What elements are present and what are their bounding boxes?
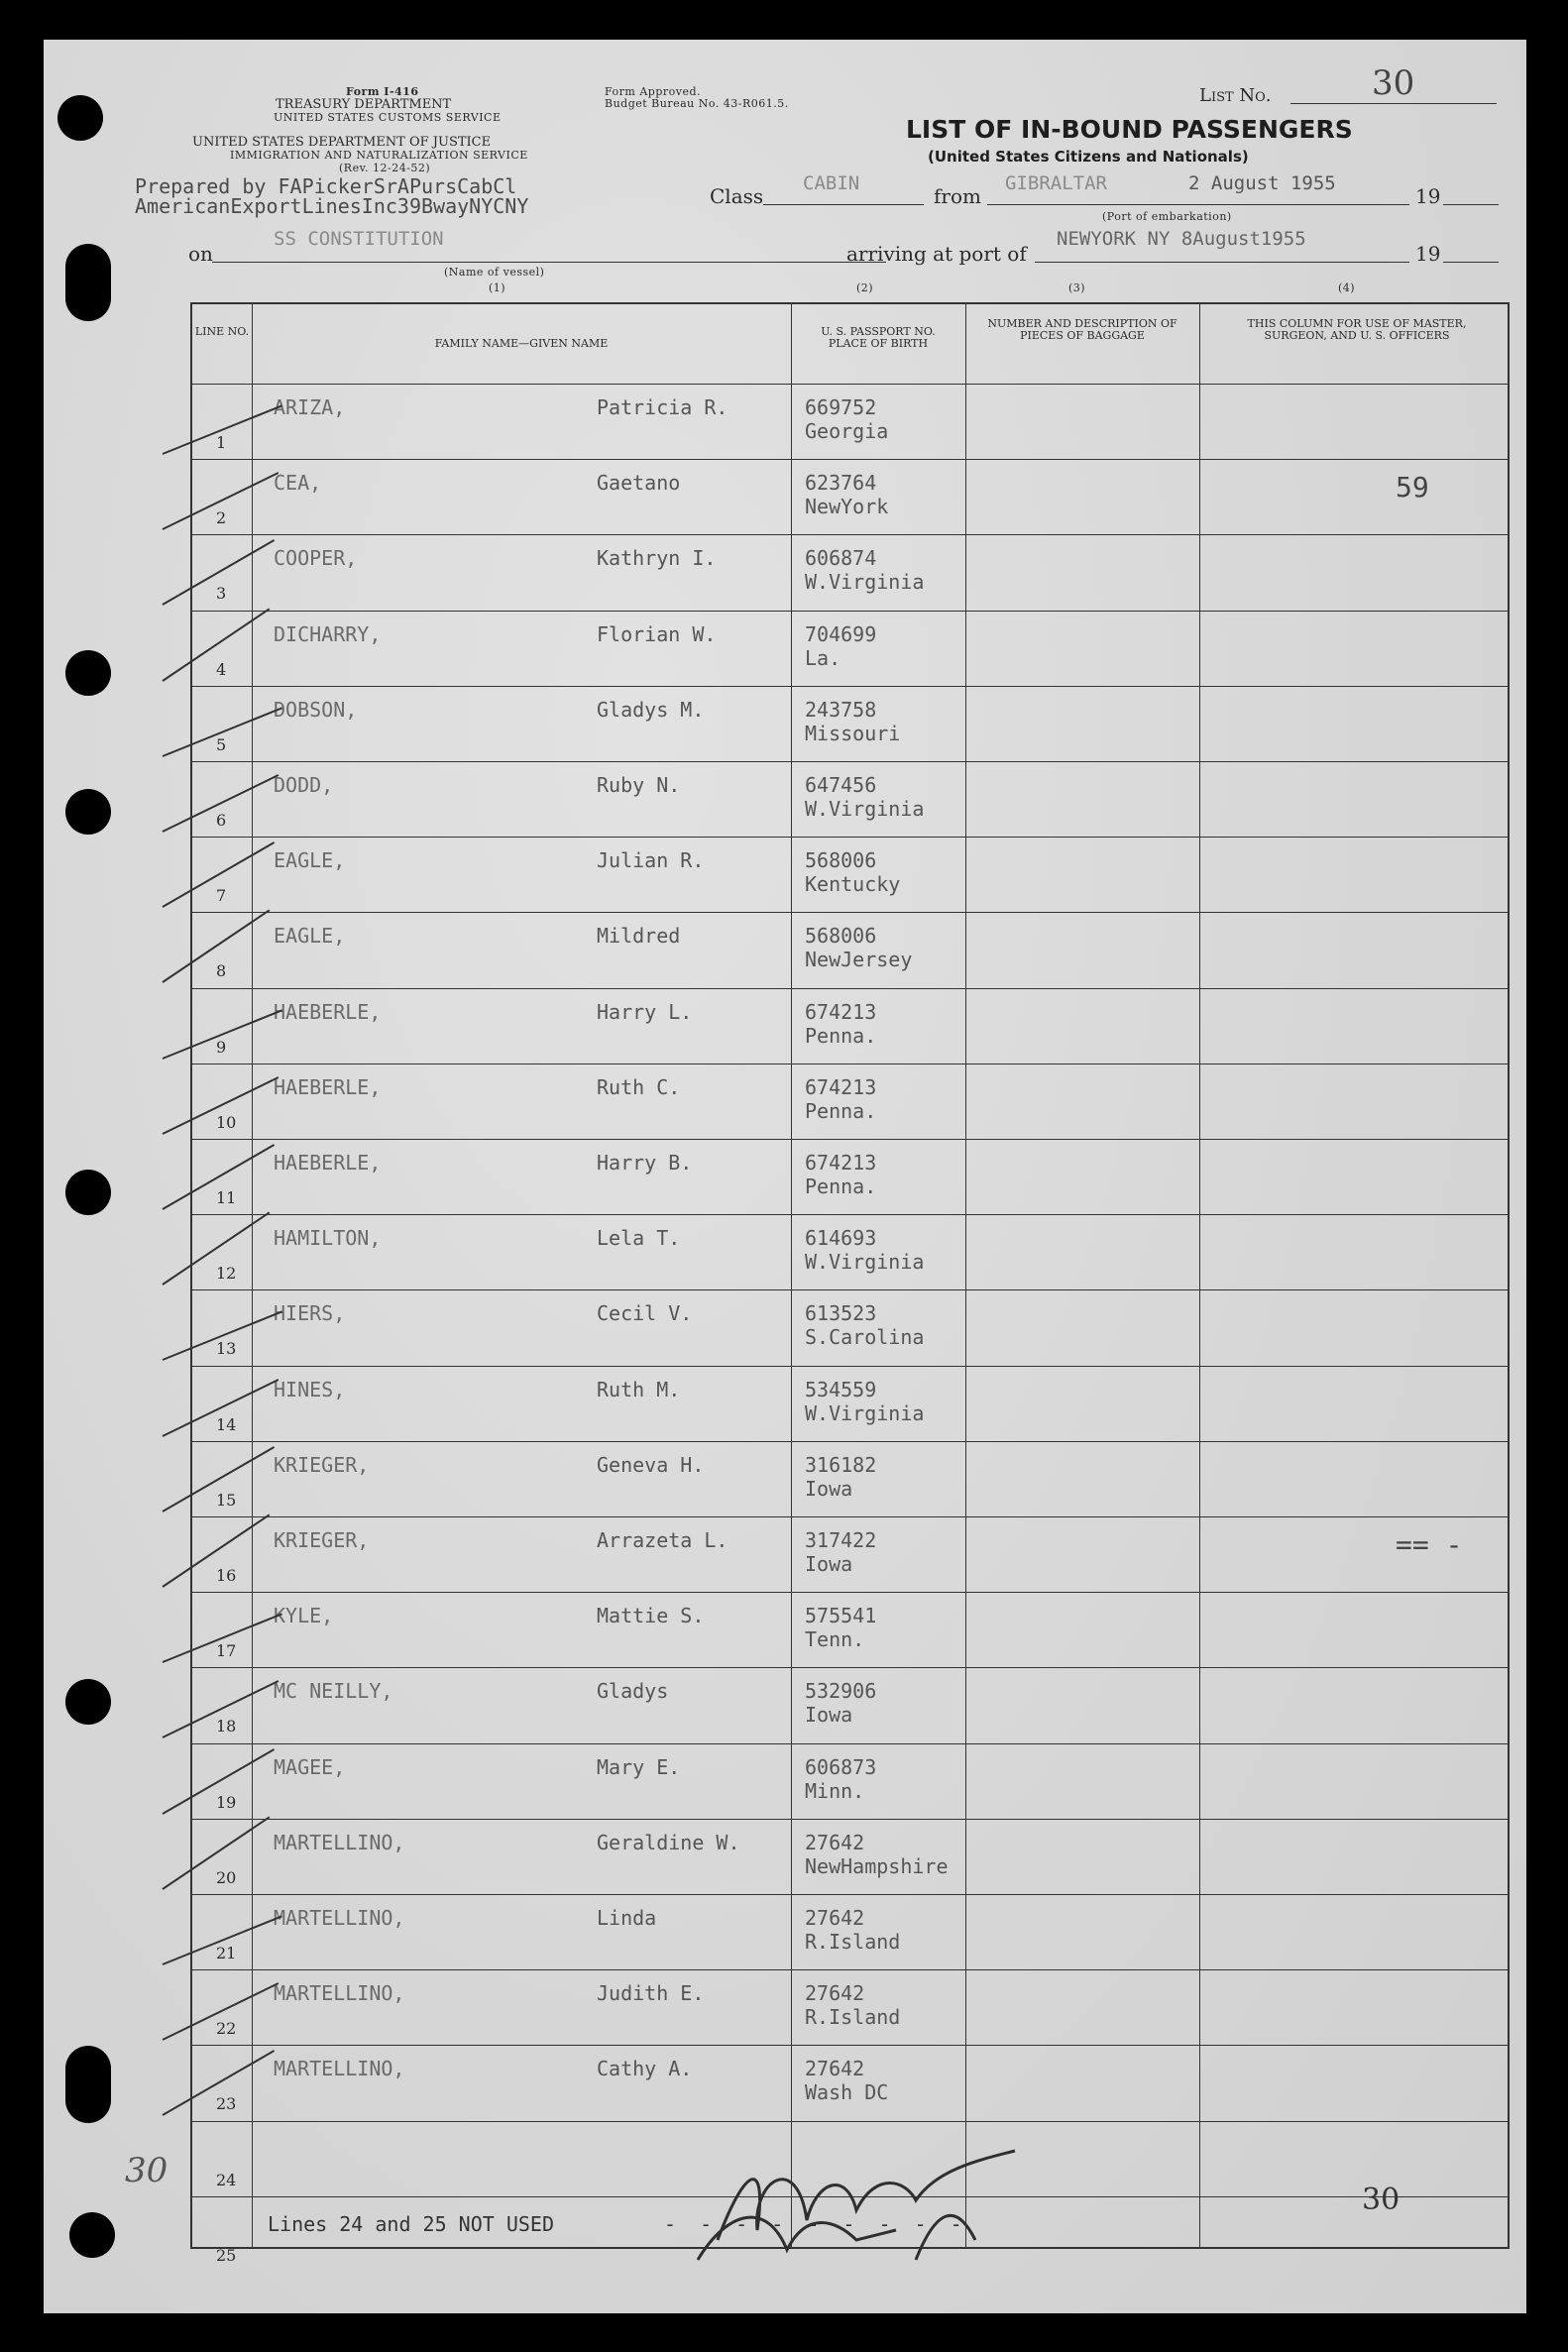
- table-row: [192, 2045, 1508, 2120]
- punch-hole: [65, 789, 111, 835]
- row-rule: [192, 1289, 1508, 1290]
- officer-note: 59: [1396, 471, 1429, 504]
- arriving-label: arriving at port of: [846, 242, 1027, 266]
- page-title: LIST OF IN-BOUND PASSENGERS: [906, 115, 1353, 144]
- line-number: 6: [216, 811, 227, 830]
- place-of-birth: Kentucky: [805, 872, 901, 897]
- line-number: 11: [216, 1188, 237, 1207]
- table-row: [192, 1139, 1508, 1214]
- family-name: HAEBERLE,: [274, 1074, 382, 1099]
- place-of-birth: Georgia: [805, 419, 889, 443]
- table-row: [192, 1366, 1508, 1441]
- line-number: 12: [216, 1264, 237, 1284]
- place-of-birth: W.Virginia: [805, 570, 925, 595]
- row-rule: [192, 1667, 1508, 1668]
- passport-no: 317422: [805, 1528, 877, 1552]
- lines-not-used: Lines 24 and 25 NOT USED: [268, 2212, 554, 2236]
- row-rule: [192, 459, 1508, 460]
- punch-hole: [69, 2212, 115, 2258]
- given-name: Ruby N.: [597, 773, 681, 797]
- passport-no: 606874: [805, 546, 877, 571]
- port-embark-caption: (Port of embarkation): [1102, 210, 1232, 223]
- given-name: Lela T.: [597, 1226, 681, 1251]
- row-rule: [192, 1139, 1508, 1140]
- punch-hole: [65, 2046, 111, 2123]
- place-of-birth: Minn.: [805, 1778, 865, 1803]
- table-row: [192, 1819, 1508, 1894]
- given-name: Mattie S.: [597, 1604, 705, 1628]
- margin-total: 30: [125, 2151, 168, 2190]
- col-num-1: (1): [489, 281, 506, 294]
- given-name: Harry L.: [597, 999, 693, 1024]
- row-rule: [192, 611, 1508, 612]
- place-of-birth: NewJersey: [805, 948, 913, 972]
- family-name: KRIEGER,: [274, 1528, 370, 1552]
- header-name: FAMILY NAME—GIVEN NAME: [434, 337, 609, 350]
- row-rule: [192, 1441, 1508, 1442]
- given-name: Ruth M.: [597, 1377, 681, 1401]
- row-rule: [192, 1592, 1508, 1593]
- passport-no: 568006: [805, 924, 877, 949]
- passport-no: 674213: [805, 1074, 877, 1099]
- line-number: 25: [216, 2245, 237, 2265]
- table-row: [192, 761, 1508, 837]
- table-row: [192, 837, 1508, 912]
- officer-note: == -: [1396, 1528, 1463, 1561]
- treasury-dept: TREASURY DEPARTMENT: [276, 97, 452, 112]
- year-label-1: 19: [1415, 184, 1441, 208]
- table-row: [192, 384, 1508, 459]
- place-of-birth: Iowa: [805, 1703, 853, 1728]
- line-number: 16: [216, 1566, 237, 1585]
- family-name: KRIEGER,: [274, 1452, 370, 1477]
- class-label: Class: [710, 184, 764, 208]
- passport-no: 647456: [805, 773, 877, 797]
- passport-no: 316182: [805, 1452, 877, 1477]
- line-number: 21: [216, 1944, 237, 1962]
- family-name: HAMILTON,: [274, 1226, 382, 1251]
- table-row: [192, 611, 1508, 686]
- passport-no: 606873: [805, 1754, 877, 1779]
- from-line: [987, 204, 1409, 205]
- line-number: 3: [216, 584, 227, 604]
- row-rule: [192, 2045, 1508, 2046]
- table-row: [192, 1667, 1508, 1742]
- passport-no: 534559: [805, 1377, 877, 1401]
- class-line: [763, 204, 924, 205]
- line-number: 10: [216, 1112, 237, 1132]
- given-name: Gaetano: [597, 471, 681, 496]
- punch-hole: [65, 1170, 111, 1215]
- place-of-birth: Penna.: [805, 1175, 877, 1198]
- family-name: EAGLE,: [274, 924, 346, 949]
- family-name: MAGEE,: [274, 1754, 346, 1779]
- place-of-birth: NewYork: [805, 495, 889, 519]
- class-value: CABIN: [803, 172, 860, 194]
- family-name: COOPER,: [274, 546, 358, 571]
- row-rule: [192, 534, 1508, 535]
- line-number: 9: [216, 1037, 227, 1057]
- table-row: [192, 1743, 1508, 1819]
- justice-dept: UNITED STATES DEPARTMENT OF JUSTICE: [192, 135, 492, 150]
- arrival-line: [1035, 262, 1409, 263]
- form-approved: Form Approved.: [605, 85, 702, 98]
- family-name: MC NEILLY,: [274, 1679, 393, 1704]
- form-number: Form I-416: [346, 85, 419, 98]
- row-rule: [192, 1366, 1508, 1367]
- place-of-birth: Tenn.: [805, 1627, 865, 1652]
- page-total: 30: [1362, 2183, 1400, 2217]
- punch-hole: [65, 650, 111, 696]
- place-of-birth: Iowa: [805, 1552, 853, 1576]
- place-of-birth: W.Virginia: [805, 1250, 925, 1275]
- passport-no: 568006: [805, 848, 877, 873]
- line-number: 18: [216, 1717, 237, 1736]
- passport-no: 575541: [805, 1604, 877, 1628]
- table-row: [192, 1516, 1508, 1592]
- family-name: MARTELLINO,: [274, 2057, 405, 2081]
- table-row: [192, 459, 1508, 534]
- col-num-3: (3): [1068, 281, 1086, 294]
- table-row: [192, 1441, 1508, 1516]
- place-of-birth: La.: [805, 645, 841, 670]
- row-rule: [192, 1969, 1508, 1970]
- passport-no: 623764: [805, 471, 877, 496]
- table-row: [192, 1064, 1508, 1139]
- vessel-caption: (Name of vessel): [444, 266, 545, 279]
- place-of-birth: Missouri: [805, 721, 901, 745]
- table-row: [192, 912, 1508, 987]
- revision-date: (Rev. 12-24-52): [339, 162, 431, 174]
- table-row: [192, 1592, 1508, 1667]
- on-label: on: [188, 242, 213, 266]
- row-rule: [192, 1214, 1508, 1215]
- page-subtitle: (United States Citizens and Nationals): [928, 148, 1249, 166]
- header-baggage: NUMBER AND DESCRIPTION OF PIECES OF BAGGAGE: [987, 317, 1177, 342]
- year-line-2: [1443, 262, 1499, 263]
- place-of-birth: Penna.: [805, 1098, 877, 1123]
- from-port: GIBRALTAR: [1005, 172, 1107, 194]
- table-row: [192, 1214, 1508, 1289]
- line-number: 1: [216, 433, 227, 452]
- table-row: [192, 686, 1508, 761]
- row-rule: [192, 761, 1508, 762]
- family-name: MARTELLINO,: [274, 1906, 405, 1930]
- place-of-birth: S.Carolina: [805, 1325, 925, 1350]
- year-label-2: 19: [1415, 242, 1441, 266]
- place-of-birth: NewHampshire: [805, 1853, 949, 1878]
- family-name: DODD,: [274, 773, 334, 797]
- family-name: DICHARRY,: [274, 621, 382, 646]
- list-no-value: 30: [1372, 63, 1415, 103]
- given-name: Ruth C.: [597, 1074, 681, 1099]
- year-line-1: [1443, 204, 1499, 205]
- col-num-2: (2): [856, 281, 874, 294]
- given-name: Mary E.: [597, 1754, 681, 1779]
- line-number: 20: [216, 1867, 237, 1887]
- line-number: 23: [216, 2094, 237, 2114]
- header-passport: U. S. PASSPORT NO. PLACE OF BIRTH: [821, 325, 936, 350]
- punch-hole: [65, 1679, 111, 1725]
- vessel-line: [212, 262, 886, 263]
- col-num-4: (4): [1338, 281, 1356, 294]
- given-name: Cathy A.: [597, 2057, 693, 2081]
- place-of-birth: W.Virginia: [805, 797, 925, 821]
- place-of-birth: R.Island: [805, 1930, 901, 1954]
- passenger-table: [190, 302, 1510, 2265]
- passport-no: 243758: [805, 697, 877, 722]
- line-number: 24: [216, 2170, 237, 2189]
- given-name: Mildred: [597, 924, 681, 949]
- family-name: DOBSON,: [274, 697, 358, 722]
- passport-no: 27642: [805, 1830, 865, 1854]
- line-number: 4: [216, 659, 227, 679]
- family-name: KYLE,: [274, 1604, 334, 1628]
- family-name: ARIZA,: [274, 395, 346, 419]
- punch-hole: [57, 95, 103, 141]
- row-rule: [192, 1516, 1508, 1517]
- table-row: [192, 1289, 1508, 1365]
- customs-service: UNITED STATES CUSTOMS SERVICE: [274, 111, 502, 124]
- passport-no: 532906: [805, 1679, 877, 1704]
- table-row: [192, 1969, 1508, 2045]
- immigration-service: IMMIGRATION AND NATURALIZATION SERVICE: [230, 149, 528, 162]
- from-date: 2 August 1955: [1188, 172, 1336, 194]
- family-name: CEA,: [274, 471, 322, 496]
- table-row: [192, 534, 1508, 610]
- given-name: Harry B.: [597, 1151, 693, 1175]
- vessel-name: SS CONSTITUTION: [274, 228, 444, 250]
- passport-no: 614693: [805, 1226, 877, 1251]
- given-name: Patricia R.: [597, 395, 728, 419]
- given-name: Cecil V.: [597, 1301, 693, 1326]
- family-name: HINES,: [274, 1377, 346, 1401]
- place-of-birth: Penna.: [805, 1023, 877, 1048]
- given-name: Julian R.: [597, 848, 705, 873]
- row-rule: [192, 1743, 1508, 1744]
- row-rule: [192, 1819, 1508, 1820]
- family-name: MARTELLINO,: [274, 1981, 405, 2006]
- given-name: Gladys: [597, 1679, 669, 1704]
- list-no-label: List No.: [1199, 85, 1272, 106]
- prepared-by-line-2: AmericanExportLinesInc39BwayNYCNY: [135, 194, 529, 218]
- arrival-port: NEWYORK NY 8August1955: [1057, 228, 1306, 250]
- line-number: 5: [216, 734, 227, 754]
- table-row: [192, 1894, 1508, 1969]
- place-of-birth: Wash DC: [805, 2080, 889, 2105]
- line-number: 17: [216, 1641, 237, 1661]
- passport-no: 27642: [805, 1981, 865, 2006]
- place-of-birth: R.Island: [805, 2005, 901, 2030]
- family-name: HAEBERLE,: [274, 1151, 382, 1175]
- list-no-line: [1290, 103, 1497, 104]
- row-rule: [192, 1894, 1508, 1895]
- passport-no: 27642: [805, 1906, 865, 1930]
- line-number: 2: [216, 508, 227, 528]
- given-name: Arrazeta L.: [597, 1528, 728, 1552]
- row-rule: [192, 988, 1508, 989]
- header-officers: THIS COLUMN FOR USE OF MASTER, SURGEON, AND U. S. OFFICERS: [1247, 317, 1467, 342]
- place-of-birth: Iowa: [805, 1476, 853, 1501]
- family-name: HIERS,: [274, 1301, 346, 1326]
- row-rule: [192, 837, 1508, 838]
- line-number: 22: [216, 2019, 237, 2039]
- line-number: 15: [216, 1490, 237, 1510]
- line-number: 7: [216, 886, 227, 906]
- family-name: HAEBERLE,: [274, 999, 382, 1024]
- from-label: from: [934, 184, 981, 208]
- table-row: [192, 988, 1508, 1064]
- passport-no: 27642: [805, 2057, 865, 2081]
- line-number: 8: [216, 961, 227, 981]
- passport-no: 613523: [805, 1301, 877, 1326]
- row-rule: [192, 686, 1508, 687]
- budget-bureau: Budget Bureau No. 43-R061.5.: [605, 97, 789, 110]
- family-name: EAGLE,: [274, 848, 346, 873]
- given-name: Geneva H.: [597, 1452, 705, 1477]
- given-name: Gladys M.: [597, 697, 705, 722]
- punch-hole: [65, 244, 111, 321]
- row-rule: [192, 912, 1508, 913]
- dashes: - - - - - - - - -: [664, 2212, 968, 2236]
- passport-no: 674213: [805, 1151, 877, 1175]
- officer-signature: [658, 2121, 1094, 2270]
- line-number: 19: [216, 1792, 237, 1812]
- given-name: Kathryn I.: [597, 546, 717, 571]
- line-number: 13: [216, 1339, 237, 1359]
- passenger-manifest-page: [44, 40, 1526, 2313]
- place-of-birth: W.Virginia: [805, 1400, 925, 1425]
- given-name: Judith E.: [597, 1981, 705, 2006]
- given-name: Linda: [597, 1906, 657, 1930]
- header-line-no: LINE NO.: [194, 325, 250, 338]
- prepared-by-line-1: Prepared by FAPickerSrAPursCabCl: [135, 174, 517, 198]
- passport-no: 669752: [805, 395, 877, 419]
- line-number: 14: [216, 1414, 237, 1434]
- given-name: Geraldine W.: [597, 1830, 740, 1854]
- passport-no: 704699: [805, 621, 877, 646]
- given-name: Florian W.: [597, 621, 717, 646]
- family-name: MARTELLINO,: [274, 1830, 405, 1854]
- passport-no: 674213: [805, 999, 877, 1024]
